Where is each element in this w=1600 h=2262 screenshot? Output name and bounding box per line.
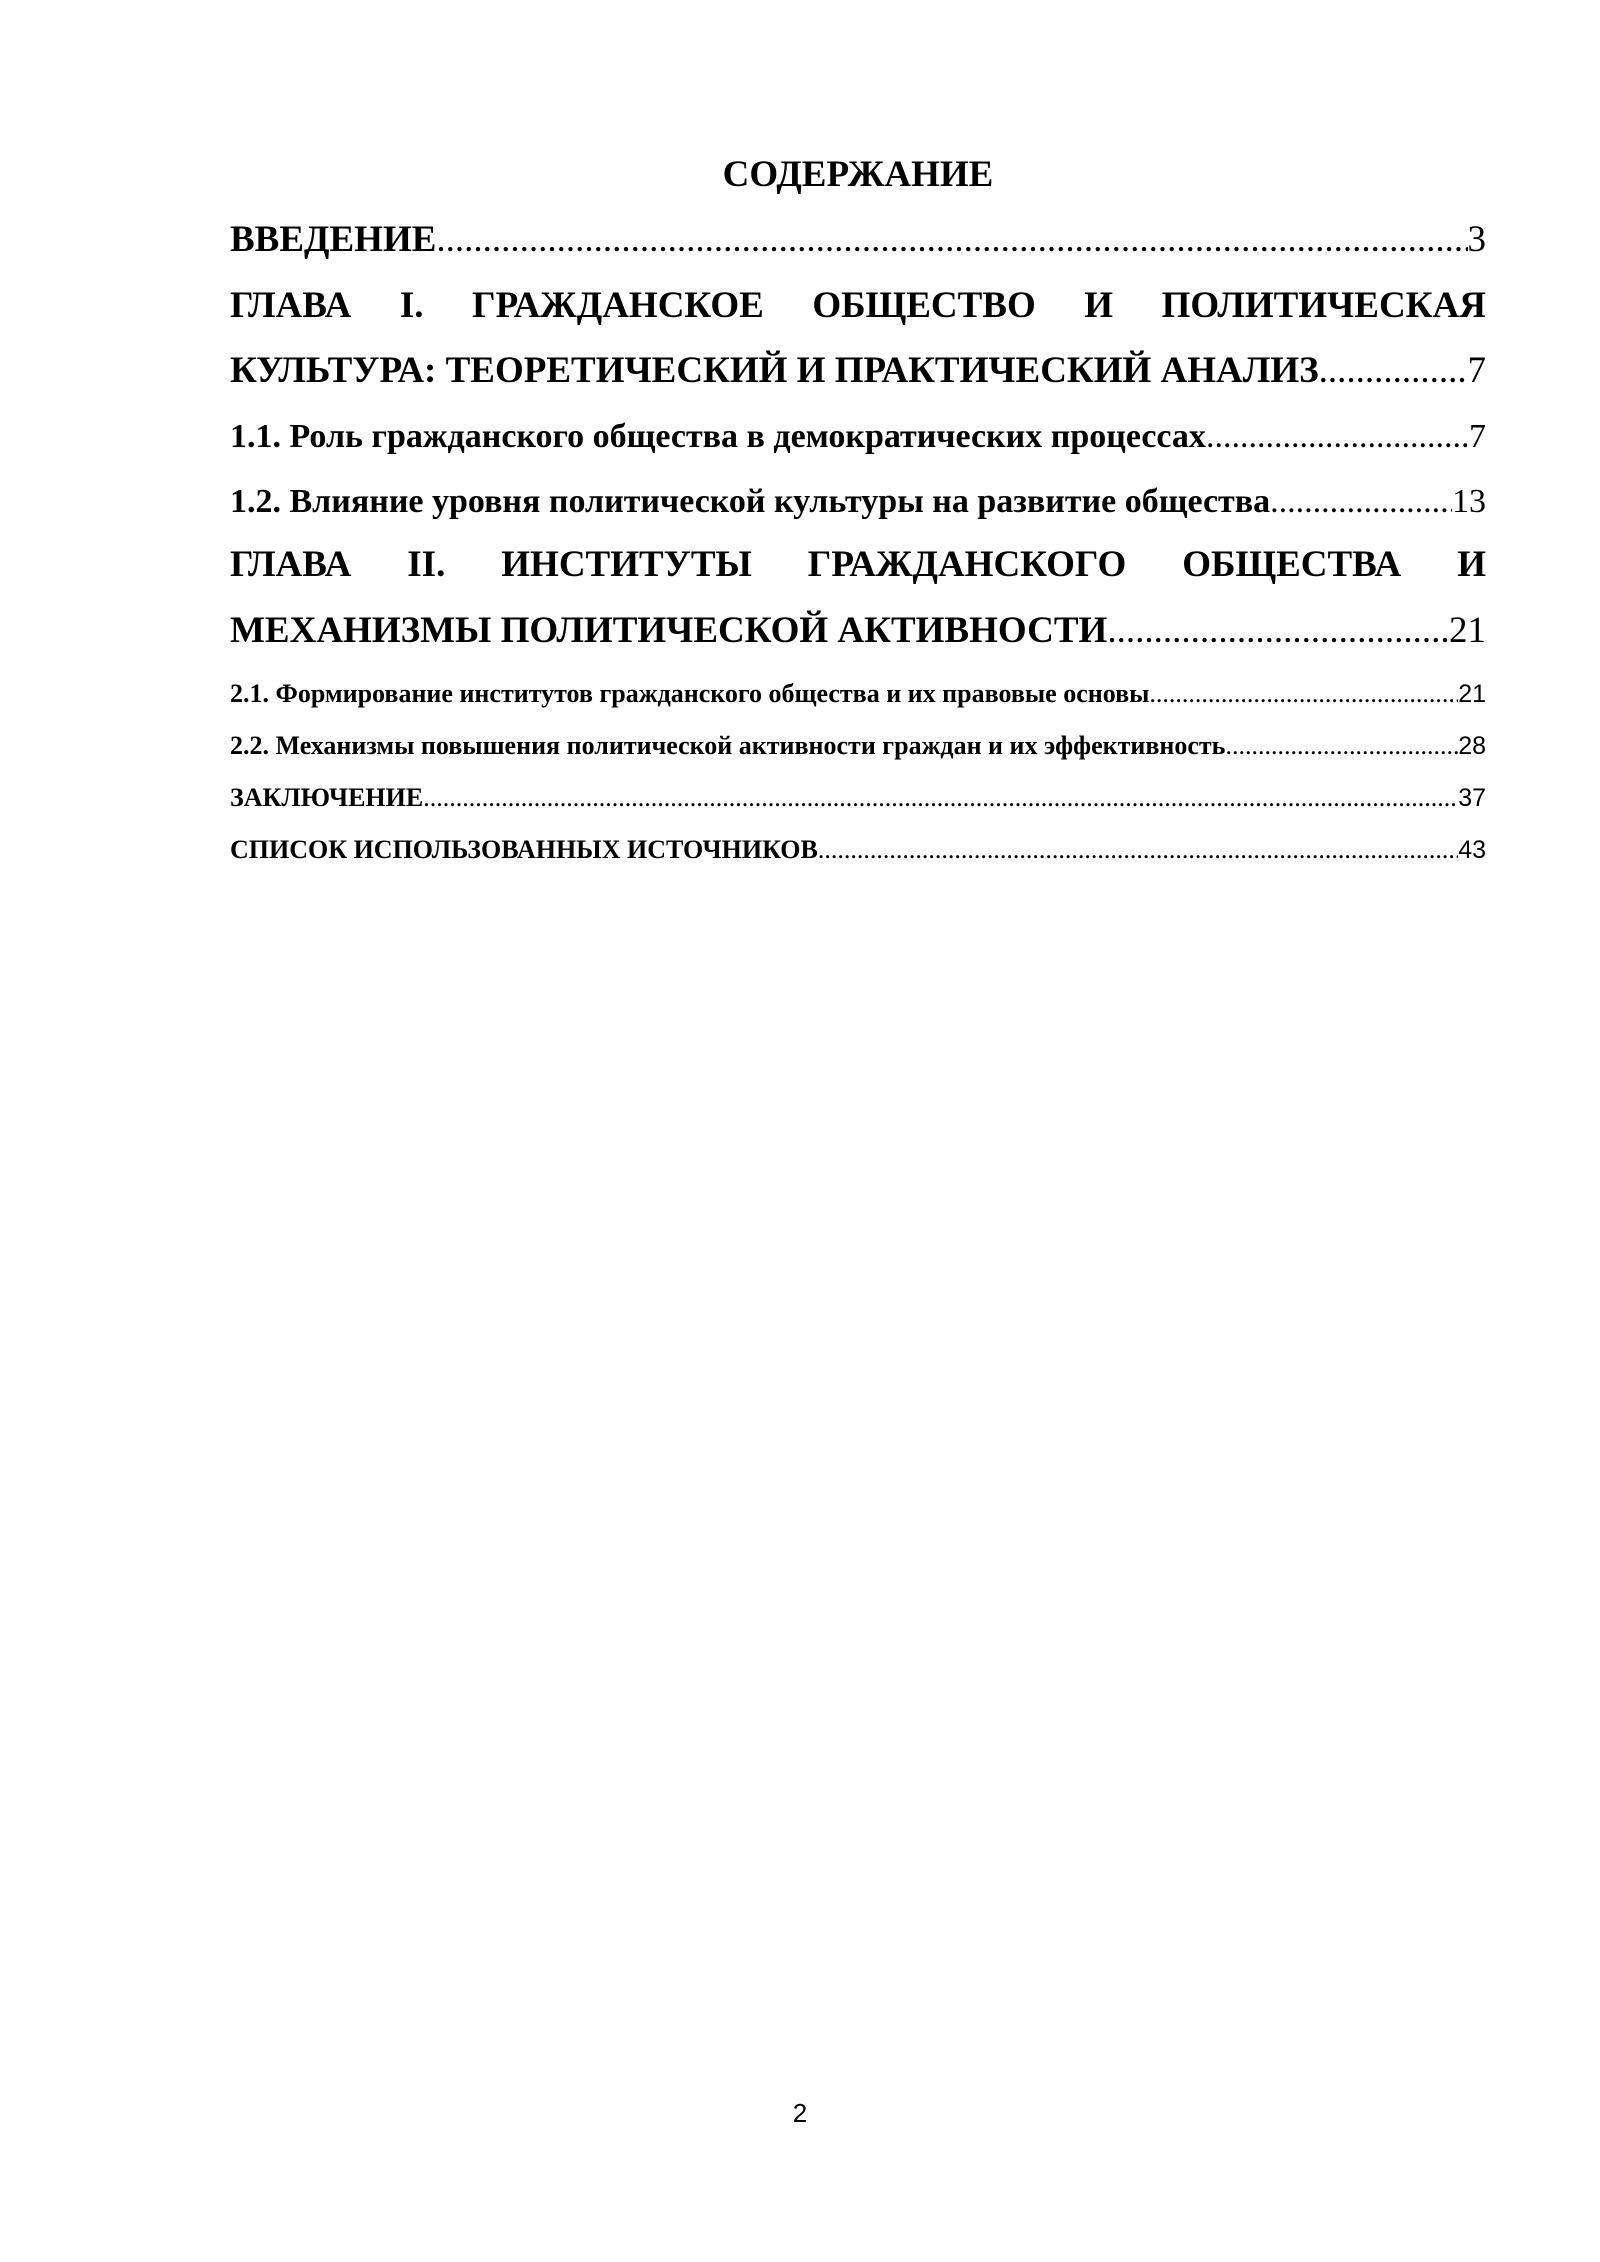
word: ОБЩЕСТВА <box>1182 544 1402 585</box>
dot-leader <box>818 832 1458 868</box>
toc-entry-page: 21 <box>1449 610 1486 651</box>
dot-leader <box>1270 479 1452 525</box>
word: ОБЩЕСТВО <box>812 285 1036 326</box>
toc-entry-section-1-1[interactable] <box>230 414 1486 460</box>
dot-leader <box>1225 728 1458 764</box>
dot-leader <box>423 780 1458 816</box>
toc-entry-label: 1.1. Роль гражданского общества в демократических процессах <box>230 418 1206 455</box>
toc-entry-page: 13 <box>1452 483 1486 520</box>
toc-entry-introduction[interactable] <box>230 215 1486 265</box>
toc-entry-label: 1.2. Влияние уровня политической культуры на развитие общества <box>230 483 1271 520</box>
dot-leader <box>1149 676 1458 712</box>
toc-entry-page: 21 <box>1458 680 1486 708</box>
toc-entry-chapter2[interactable] <box>230 606 1486 656</box>
toc-entry-section-2-1[interactable] <box>230 676 1486 712</box>
word: ГРАЖДАНСКОЕ <box>472 285 764 326</box>
dot-leader <box>436 215 1467 265</box>
word: II. <box>407 544 446 585</box>
toc-entry-label: ВВЕДЕНИЕ <box>230 219 437 260</box>
toc-entry-label: КУЛЬТУРА: ТЕОРЕТИЧЕСКИЙ И ПРАКТИЧЕСКИЙ АНАЛИЗ <box>230 350 1319 391</box>
dot-leader <box>1319 346 1468 396</box>
toc-entry-chapter1[interactable] <box>230 346 1486 396</box>
toc-title: СОДЕРЖАНИЕ <box>722 154 994 195</box>
word: ГЛАВА <box>230 544 352 585</box>
word: ПОЛИТИЧЕСКАЯ <box>1161 285 1486 326</box>
page-number: 2 <box>792 2098 808 2128</box>
word: ИНСТИТУТЫ <box>501 544 752 585</box>
dot-leader <box>1206 414 1469 460</box>
toc-entry-page: 7 <box>1467 350 1486 391</box>
word: И <box>1084 285 1114 326</box>
toc-entry-page: 3 <box>1467 219 1486 260</box>
toc-entry-label: МЕХАНИЗМЫ ПОЛИТИЧЕСКОЙ АКТИВНОСТИ <box>230 610 1108 651</box>
word: I. <box>399 285 424 326</box>
toc-chapter1-line1[interactable] <box>230 281 1486 331</box>
toc-entry-references[interactable] <box>230 832 1486 868</box>
toc-entry-section-2-2[interactable] <box>230 728 1486 764</box>
toc-entry-conclusion[interactable] <box>230 780 1486 816</box>
word: ГЛАВА <box>230 285 352 326</box>
word: ГРАЖДАНСКОГО <box>807 544 1127 585</box>
toc-chapter2-line1[interactable] <box>230 540 1486 590</box>
toc-entry-page: 28 <box>1458 732 1486 760</box>
toc-entry-page: 7 <box>1469 418 1486 455</box>
toc-entry-label: 2.2. Механизмы повышения политической активности граждан и их эффективность <box>230 731 1226 760</box>
toc-entry-label: ЗАКЛЮЧЕНИЕ <box>230 783 424 812</box>
toc-entry-section-1-2[interactable] <box>230 479 1486 525</box>
word: И <box>1457 544 1486 585</box>
toc-entry-page: 43 <box>1458 836 1486 864</box>
dot-leader <box>1107 606 1449 656</box>
toc-entry-page: 37 <box>1458 784 1486 812</box>
toc-entry-label: 2.1. Формирование институтов гражданского общества и их правовые основы <box>230 679 1150 708</box>
toc-entry-label: СПИСОК ИСПОЛЬЗОВАННЫХ ИСТОЧНИКОВ <box>230 835 818 864</box>
